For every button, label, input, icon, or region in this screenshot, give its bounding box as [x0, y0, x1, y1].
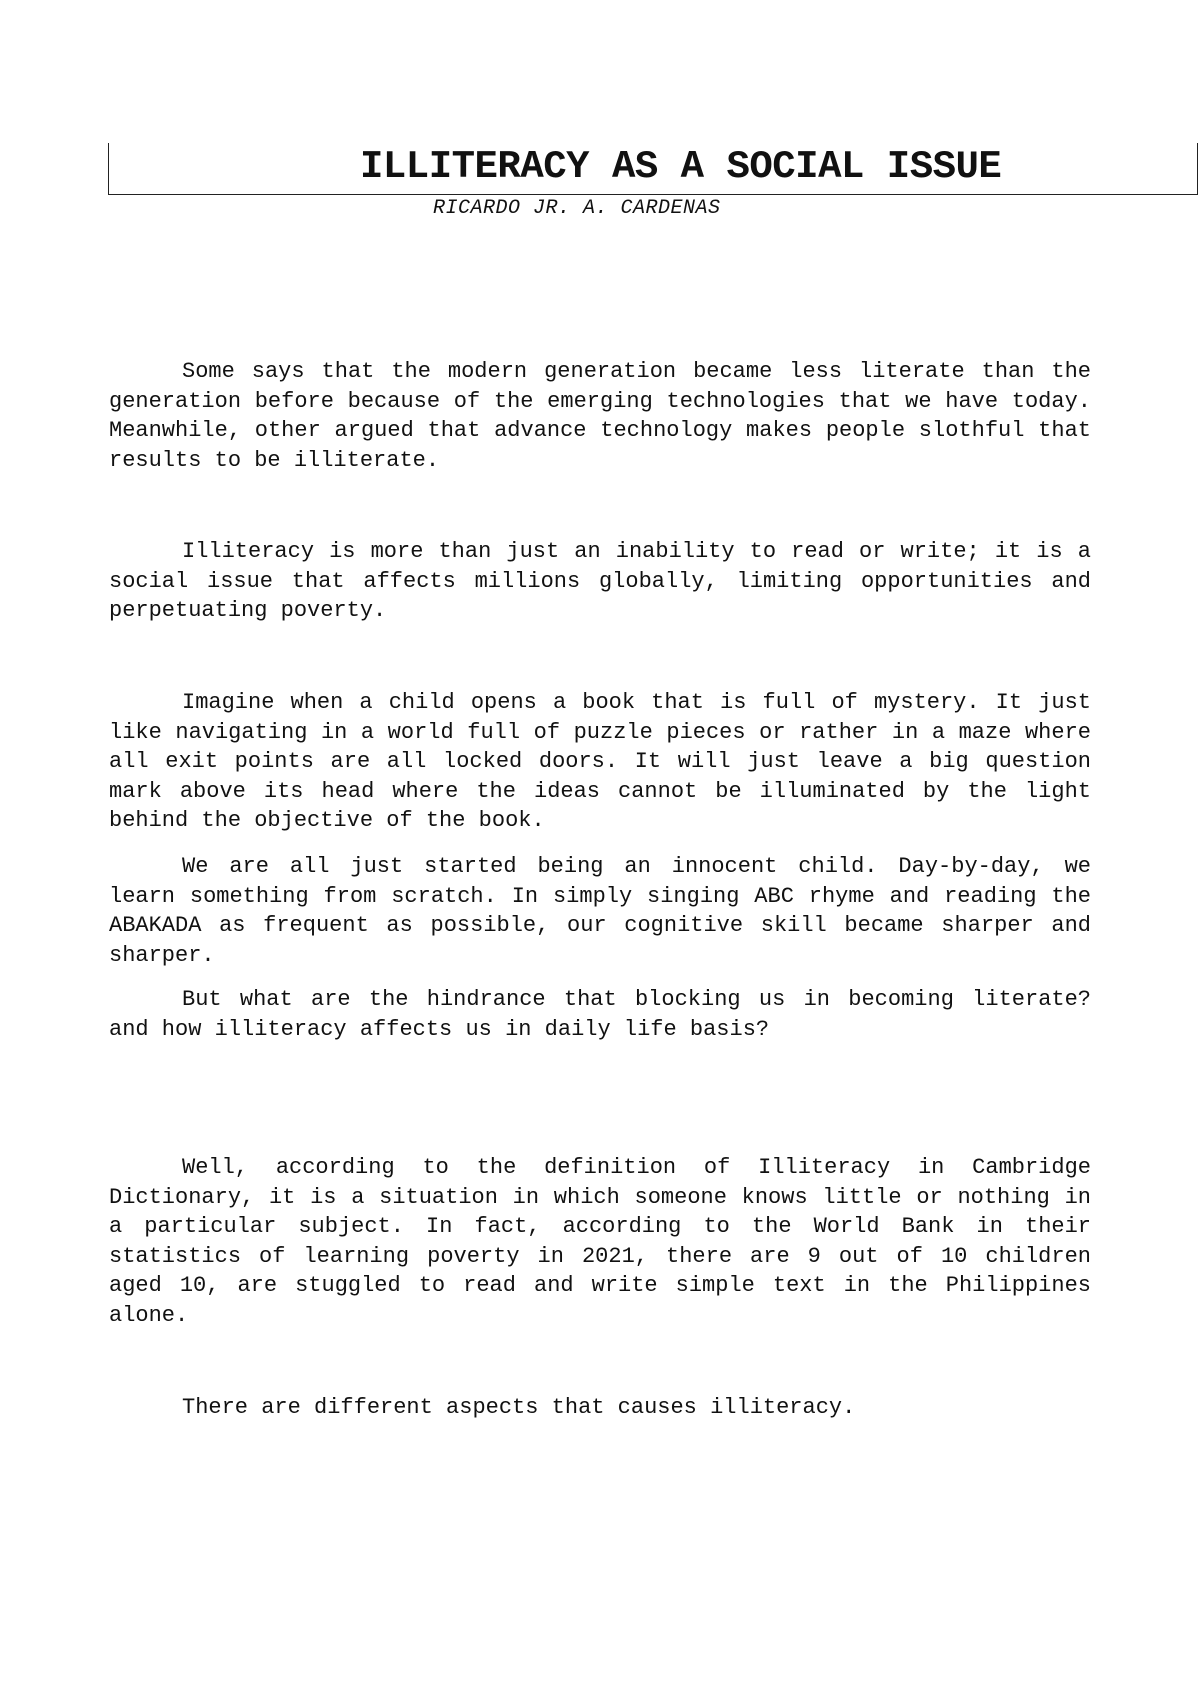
- paragraph-4: We are all just started being an innocent child. Day-by-day, we learn something from scratch. In simply singing ABC rhyme and reading the ABAKADA as frequent as possible, our cognitive skill became sharper and sharper.: [109, 854, 1091, 968]
- paragraph-3: Imagine when a child opens a book that is full of mystery. It just like navigating in a world full of puzzle pieces or rather in a maze where all exit points are all locked doors. It will just leave a big question mark above its head where the ideas cannot be illuminated by the light behind the objective of the book.: [109, 690, 1091, 834]
- document-author: RICARDO JR. A. CARDENAS: [433, 197, 721, 220]
- paragraph-7: There are different aspects that causes illiteracy.: [182, 1395, 856, 1420]
- paragraph-6: Well, according to the definition of Illiteracy in Cambridge Dictionary, it is a situation in which someone knows little or nothing in a particular subject. In fact, according to the World Bank in their statistics of learning poverty in 2021, there are 9 out of 10 children aged 10, are stuggled to read and write simple text in the Philippines alone.: [109, 1155, 1091, 1328]
- paragraph-1: Some says that the modern generation became less literate than the generation before because of the emerging technologies that we have today. Meanwhile, other argued that advance technology makes people slothful that results to be illiterate.: [109, 359, 1091, 473]
- paragraph-5: But what are the hindrance that blocking us in becoming literate? and how illiteracy affects us in daily life basis?: [109, 987, 1091, 1042]
- document-title: ILLITERACY AS A SOCIAL ISSUE: [360, 145, 1002, 189]
- paragraph-2: Illiteracy is more than just an inability to read or write; it is a social issue that affects millions globally, limiting opportunities and perpetuating poverty.: [109, 539, 1091, 624]
